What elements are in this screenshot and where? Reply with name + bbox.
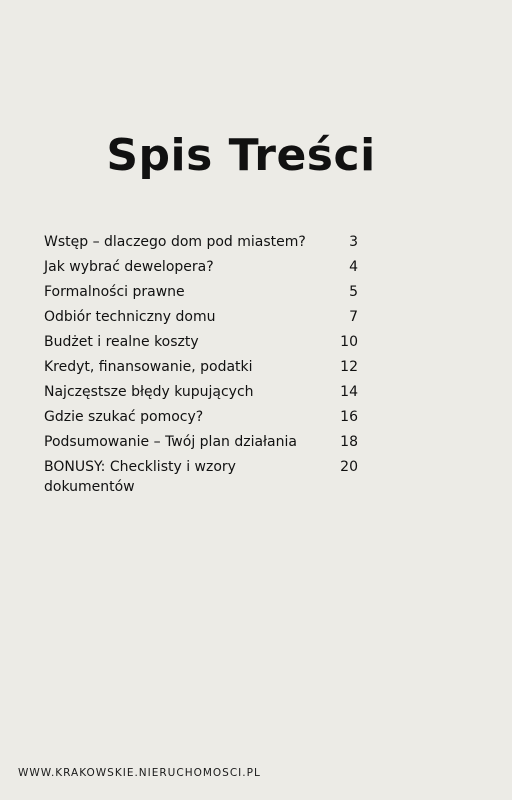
toc-entry-title: Najczęstsze błędy kupujących xyxy=(44,384,254,400)
toc-entry xyxy=(44,257,358,277)
toc-entry xyxy=(44,282,358,302)
toc-entry-title: Formalności prawne xyxy=(44,284,185,300)
toc-entry-page-number: 14 xyxy=(340,384,358,400)
toc-entry-page-number: 3 xyxy=(349,234,358,250)
toc-entry xyxy=(44,232,358,252)
toc-entry-title: Podsumowanie – Twój plan działania xyxy=(44,434,297,450)
toc-entry-page-number: 5 xyxy=(349,284,358,300)
toc-entry xyxy=(44,332,358,352)
toc-entry xyxy=(44,307,358,327)
toc-entry-page-number: 10 xyxy=(340,334,358,350)
toc-entry-page-number: 12 xyxy=(340,359,358,375)
toc-entry-title: Budżet i realne koszty xyxy=(44,334,199,350)
toc-entry-title: Kredyt, finansowanie, podatki xyxy=(44,359,253,375)
toc-entry-page-number: 7 xyxy=(349,309,358,325)
toc-entry-title: Wstęp – dlaczego dom pod miastem? xyxy=(44,234,306,250)
toc-entry xyxy=(44,432,358,452)
toc-entry-page-number: 4 xyxy=(349,259,358,275)
page-title: Spis Treści xyxy=(106,130,376,181)
toc-entry xyxy=(44,457,358,497)
toc-entry xyxy=(44,407,358,427)
toc-entry-page-number: 20 xyxy=(340,459,358,475)
table-of-contents xyxy=(44,232,358,502)
toc-entry-title: Jak wybrać dewelopera? xyxy=(44,259,214,275)
footer-website-url: WWW.KRAKOWSKIE.NIERUCHOMOSCI.PL xyxy=(18,767,261,779)
toc-entry-title: Odbiór techniczny domu xyxy=(44,309,216,325)
toc-entry-title: Gdzie szukać pomocy? xyxy=(44,409,204,425)
toc-entry-page-number: 18 xyxy=(340,434,358,450)
toc-entry xyxy=(44,382,358,402)
toc-entry-title: BONUSY: Checklisty i wzory dokumentów xyxy=(44,459,236,495)
toc-entry xyxy=(44,357,358,377)
toc-entry-page-number: 16 xyxy=(340,409,358,425)
